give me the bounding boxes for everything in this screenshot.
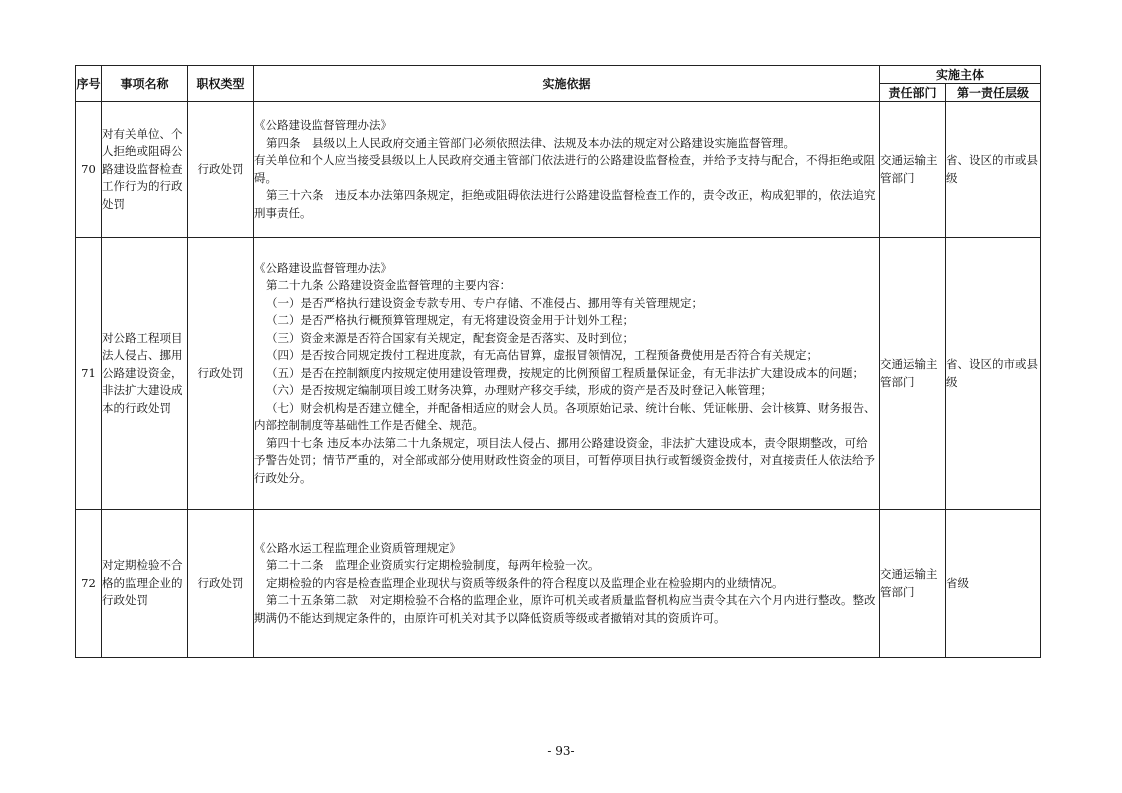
basis-line: 第二十九条 公路建设资金监督管理的主要内容： <box>266 278 512 293</box>
basis-line: （七）财会机构是否建立健全，并配备相适应的财会人员。各项原始记录、统计台帐、凭证帐册、会计核算、财务报告、内部控制制度等基础性工作是否健全、规范。 <box>254 400 876 433</box>
enforcement-table <box>75 65 1041 658</box>
basis-cell <box>254 238 880 510</box>
header-seq: 序号 <box>76 66 102 102</box>
basis-line: （二）是否严格执行概预算管理规定，有无将建设资金用于计划外工程； <box>266 313 634 328</box>
responsible-dept: 交通运输主管部门 <box>880 510 946 658</box>
basis-line: 第二十二条 监理企业资质实行定期检验制度，每两年检验一次。 <box>266 558 600 573</box>
basis-line: 第二十五条第二款 对定期检验不合格的监理企业，原许可机关或者质量监督机构应当责令其在六个月内进行整改。整改期满仍不能达到规定条件的，由原许可机关对其予以降低资质等级或者撤销对其的资质许可。 <box>254 593 876 625</box>
basis-line: 《公路建设监督管理办法》 <box>254 118 392 132</box>
basis-line: （四）是否按合同规定拨付工程进度款，有无高估冒算，虚报冒领情况，工程预备费使用是否符合有关规定； <box>266 348 818 363</box>
responsible-dept: 交通运输主管部门 <box>880 102 946 238</box>
responsibility-level: 省、设区的市或县级 <box>946 102 1041 238</box>
basis-line: （五）是否在控制额度内按规定使用建设管理费，按规定的比例预留工程质量保证金，有无非法扩大建设成本的问题； <box>266 365 864 380</box>
item-name: 对公路工程项目法人侵占、挪用公路建设资金，非法扩大建设成本的行政处罚 <box>102 238 188 510</box>
basis-line: 第四十七条 违反本办法第二十九条规定，项目法人侵占、挪用公路建设资金，非法扩大建设成本，责令限期整改，可给予警告处罚；情节严重的，对全部或部分使用财政性资金的项目，可暂停项目执行或暂缓资金拨付，对直接责任人依法给予行政处分。 <box>254 435 875 485</box>
power-type: 行政处罚 <box>188 510 254 658</box>
basis-line: 《公路水运工程监理企业资质管理规定》 <box>254 540 461 555</box>
power-type: 行政处罚 <box>188 238 254 510</box>
power-type: 行政处罚 <box>188 102 254 238</box>
basis-line: （三）资金来源是否符合国家有关规定，配套资金是否落实、及时到位； <box>266 330 634 345</box>
header-dept: 责任部门 <box>880 84 946 102</box>
responsibility-level: 省级 <box>946 510 1041 658</box>
table-row <box>76 102 1041 238</box>
header-basis: 实施依据 <box>254 66 880 102</box>
basis-line: （六）是否按规定编制项目竣工财务决算，办理财产移交手续，形成的资产是否及时登记入帐管理； <box>266 383 772 398</box>
basis-line: 第四条 县级以上人民政府交通主管部门必须依照法律、法规及本办法的规定对公路建设实施监督管理。 <box>266 135 795 150</box>
header-item-name: 事项名称 <box>102 66 188 102</box>
responsibility-level: 省、设区的市或县级 <box>946 238 1041 510</box>
header-power-type: 职权类型 <box>188 66 254 102</box>
row-number: 70 <box>76 102 102 238</box>
header-level: 第一责任层级 <box>946 84 1041 102</box>
responsible-dept: 交通运输主管部门 <box>880 238 946 510</box>
basis-line: 第三十六条 违反本办法第四条规定，拒绝或阻碍依法进行公路建设监督检查工作的，责令改正，构成犯罪的，依法追究刑事责任。 <box>254 188 876 220</box>
header-subject: 实施主体 <box>880 66 1041 84</box>
table-row <box>76 238 1041 510</box>
basis-line: 定期检验的内容是检查监理企业现状与资质等级条件的符合程度以及监理企业在检验期内的业绩情况。 <box>266 575 784 590</box>
basis-cell <box>254 510 880 658</box>
basis-line: （一）是否严格执行建设资金专款专用、专户存储、不准侵占、挪用等有关管理规定； <box>266 295 703 310</box>
page-number: - 93- <box>547 744 575 758</box>
basis-line: 有关单位和个人应当接受县级以上人民政府交通主管部门依法进行的公路建设监督检查，并给予支持与配合，不得拒绝或阻碍。 <box>254 153 875 185</box>
item-name: 对定期检验不合格的监理企业的行政处罚 <box>102 510 188 658</box>
table-row <box>76 510 1041 658</box>
row-number: 71 <box>76 238 102 510</box>
basis-line: 《公路建设监督管理办法》 <box>254 260 392 275</box>
item-name: 对有关单位、个人拒绝或阻碍公路建设监督检查工作行为的行政处罚 <box>102 102 188 238</box>
basis-cell <box>254 102 880 238</box>
row-number: 72 <box>76 510 102 658</box>
